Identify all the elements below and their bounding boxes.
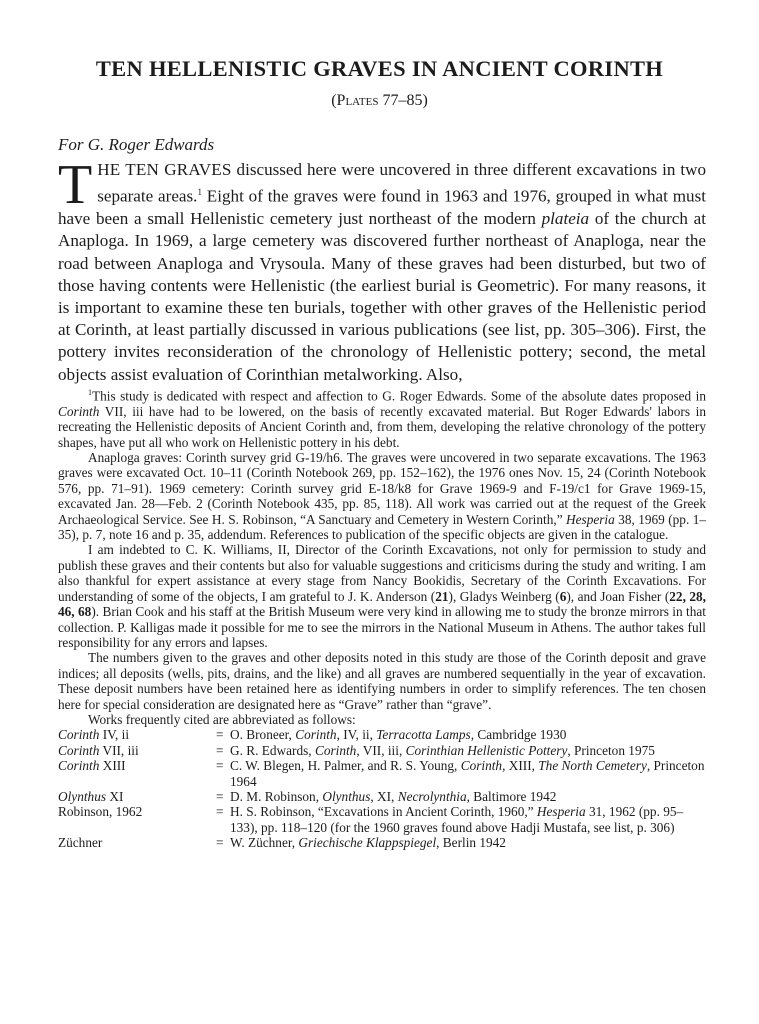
footnote-acknowledgements: I am indebted to C. K. Williams, II, Director of the Corinth Excavations, not only for permission to study and publish these graves and their contents but also for valuable suggestions and criticisms during the study and writing. I am also thankful for expert assistance at every stage from Nancy Bookidis, Secretary of the Corinth Excavations. For understanding of some of the objects, I am grateful to J. K. Anderson (21), Gladys Weinberg (6), and Joan Fisher (22, 28, 46, 68). Brian Cook and his staff at the British Museum were very kind in allowing me to study the bronze mirrors in that collection. P. Kalligas made it possible for me to see the mirrors in the National Museum in Athens. The author takes full responsibility for any errors and lapses. — [58, 542, 706, 650]
abbreviation-row — [58, 789, 706, 804]
abbreviation-reference: G. R. Edwards, Corinth, VII, iii, Corinthian Hellenistic Pottery, Princeton 1975 — [230, 742, 655, 758]
abbreviation-key: Corinth XIII — [58, 758, 126, 774]
abbreviation-reference: C. W. Blegen, H. Palmer, and R. S. Young, Corinth, XIII, The North Cemetery, Princeton 1964 — [230, 758, 705, 789]
footnote-numbering: The numbers given to the graves and other deposits noted in this study are those of the Corinth deposit and grave indices; all deposits (wells, pits, drains, and the like) and all graves are numbered sequentially in the year of excavation. These deposit numbers have been retained here as identifying numbers in order to simplify references. The ten chosen here for special consideration are designated here as “Grave” rather than “grave”. — [58, 650, 706, 712]
abbreviation-equals: = — [216, 758, 224, 774]
abbreviation-key: Corinth IV, ii — [58, 727, 130, 743]
abbreviation-equals: = — [216, 804, 224, 820]
abbreviations-table — [58, 727, 706, 850]
footnote-abbreviations-intro: Works frequently cited are abbreviated as follows: — [88, 711, 356, 727]
abbreviation-row — [58, 758, 706, 789]
abbreviation-row — [58, 727, 706, 742]
drop-cap: T — [58, 154, 93, 216]
footnote-anaploga-graves: Anaploga graves: Corinth survey grid G-19/h6. The graves were uncovered in two separate excavations. The 1963 graves were excavated Oct. 10–11 (Corinth Notebook 269, pp. 152–162), the 1976 ones Nov. 15, 24 (Corinth Notebook 576, pp. 71–91). 1969 cemetery: Corinth survey grid E-18/k8 for Grave 1969-9 and F-19/c1 for Grave 1969-15, excavated Jan. 28—Feb. 2 (Corinth Notebook 435, pp. 85, 118). All work was carried out at the request of the Greek Archaeological Service. See H. S. Robinson, “A Sanctuary and Cemetery in Western Corinth,” Hesperia 38, 1969 (pp. 1–35), p. 7, note 16 and p. 35, addendum. References to publication of the specific objects are given in the catalogue. — [58, 450, 706, 543]
abbreviation-reference: W. Züchner, Griechische Klappspiegel, Berlin 1942 — [230, 835, 506, 851]
abbreviation-reference: D. M. Robinson, Olynthus, XI, Necrolynthia, Baltimore 1942 — [230, 788, 557, 804]
abbreviation-row — [58, 835, 706, 850]
abbreviation-equals: = — [216, 835, 224, 851]
plateia-term: plateia — [541, 209, 590, 229]
abbreviation-equals: = — [216, 727, 224, 743]
footnotes — [58, 385, 706, 851]
dedication: For G. Roger Edwards — [58, 135, 215, 154]
article-title: TEN HELLENISTIC GRAVES IN ANCIENT CORINTH — [95, 56, 664, 81]
abbreviation-key: Corinth VII, iii — [58, 742, 139, 758]
abbreviation-key: Olynthus XI — [58, 788, 124, 804]
lead-words: HE TEN GRAVES — [97, 160, 232, 179]
plates-reference: (Plates 77–85) — [331, 92, 428, 109]
abbreviation-equals: = — [216, 788, 224, 804]
abbreviation-row — [58, 743, 706, 758]
footnote-reference[interactable]: 1 — [197, 187, 202, 198]
abbreviation-equals: = — [216, 742, 224, 758]
abbreviation-reference: O. Broneer, Corinth, IV, ii, Terracotta Lamps, Cambridge 1930 — [230, 727, 567, 743]
main-paragraph: THE TEN GRAVES discussed here were uncovered in three different excavations in two separate areas.$^1$ Eight of the graves were found in 1963 and 1976, grouped in what must have been a small Hellenistic cemetery just northeast of the modern plateia of the church at Anaploga. In 1969, a large cemetery was discovered further northeast of Anaploga, near the road between Anaploga and Vrysoula. Many of these graves had been disturbed, but two of those having contents were Hellenistic (the earliest burial is Geometric). For many reasons, it is important to examine these ten burials, together with other graves of the Hellenistic period at Corinth, at least partially discussed in various publications (see list, pp. 305–306). First, the pottery invites reconsideration of the chronology of Hellenistic pottery; second, the metal objects assist evaluation of Corinthian metalworking. Also, — [58, 154, 706, 384]
footnote-1: $^1$This study is dedicated with respect and affection to G. Roger Edwards. Some of the absolute dates proposed in Corinth VII, iii have had to be lowered, on the basis of recently excavated material. But Roger Edwards' labors in recreating the Hellenistic deposits of Ancient Corinth and, from them, developing the relative chronology of the pottery shapes, have put all who work on Hellenistic pottery in his debt. — [58, 388, 706, 450]
abbreviation-reference: H. S. Robinson, “Excavations in Ancient Corinth, 1960,” Hesperia 31, 1962 (pp. 95–133), pp. 118–120 (for the 1960 graves found above Hadji Mustafa, see list, p. 306) — [230, 804, 684, 835]
abbreviation-key: Züchner — [58, 835, 103, 851]
abbreviation-key: Robinson, 1962 — [58, 804, 143, 820]
abbreviation-row — [58, 804, 706, 835]
